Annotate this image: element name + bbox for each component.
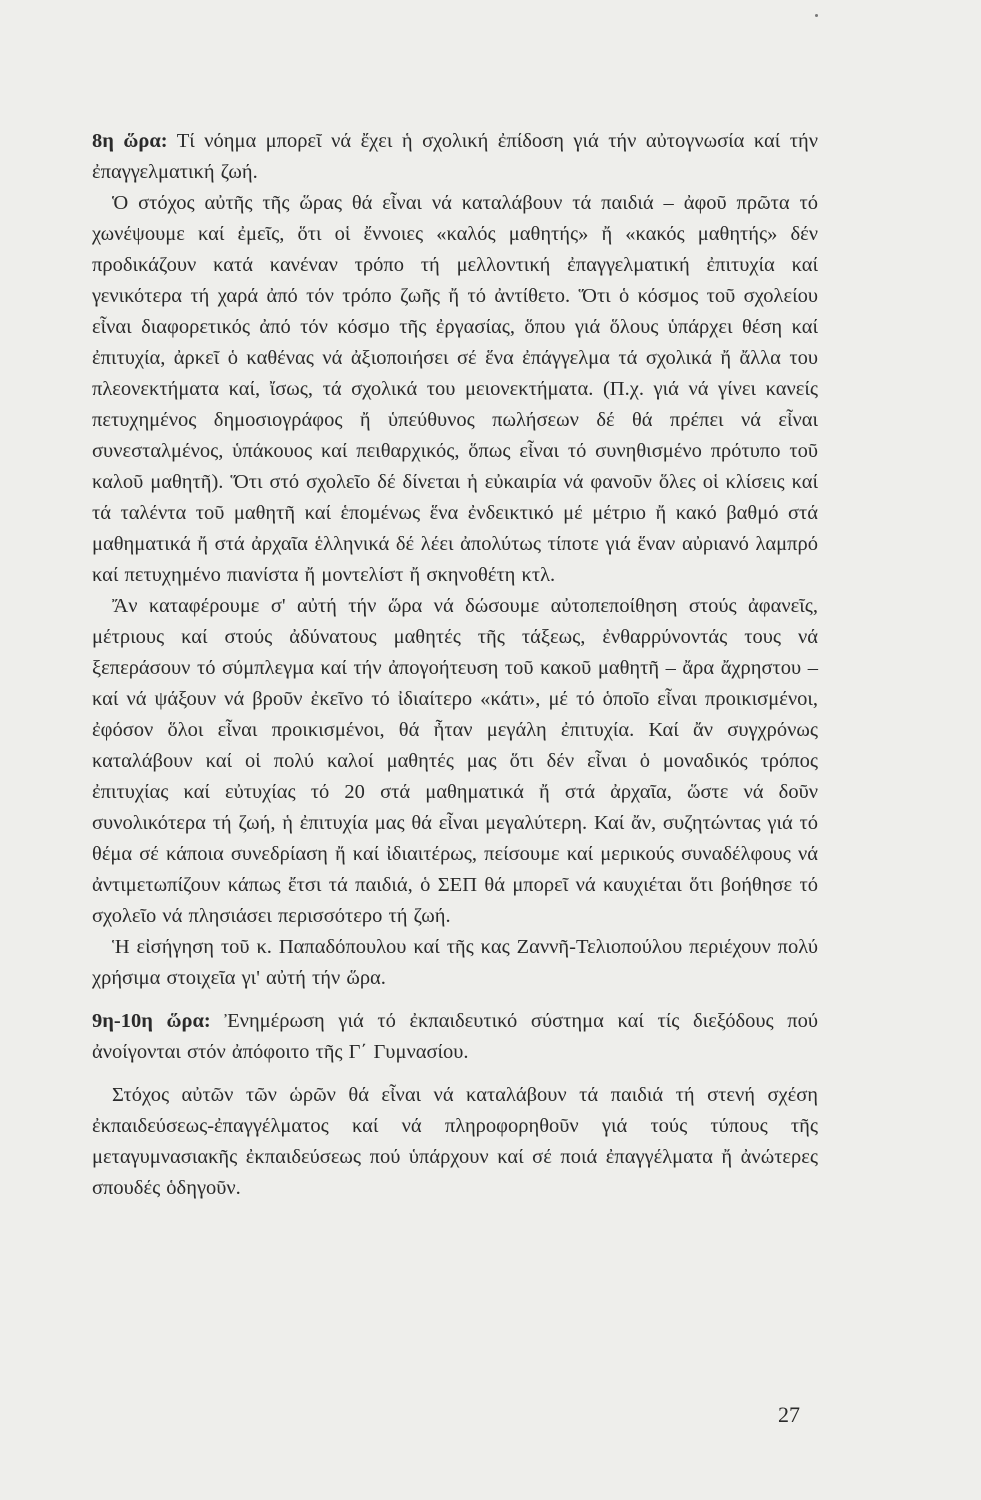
section-8-title-text: Τί νόημα μπορεῖ νά ἔχει ἡ σχολική ἐπίδοση γιά τήν αὐτογνωσία καί τήν ἐπαγγελματική ζωή.	[92, 130, 818, 183]
section-8-title	[92, 126, 818, 188]
section-9-heading: 9η-10η ὥρα:	[92, 1010, 211, 1032]
section-9-title	[92, 1006, 818, 1068]
paragraph: Ὁ στόχος αὐτῆς τῆς ὥρας θά εἶναι νά καταλάβουν τά παιδιά – ἀφοῦ πρῶτα τό χωνέψουμε καί ἐμεῖς, ὅτι οἱ ἔννοιες «καλός μαθητής» ἤ «κακός μαθητής» δέν προδικάζουν κατά κανέναν τρόπο τή μελλοντική ἐπαγγελματική ἐπιτυχία καί γενικότερα τή χαρά ἀπό τόν τρόπο ζωῆς ἤ τό ἀντίθετο. Ὅτι ὁ κόσμος τοῦ σχολείου εἶναι διαφορετικός ἀπό τόν κόσμο τῆς ἐργασίας, ὅπου γιά ὅλους ὑπάρχει θέση καί ἐπιτυχία, ἀρκεῖ ὁ καθένας νά ἀξιοποιήσει σέ ἕνα ἐπάγγελμα τά σχολικά ἤ ἄλλα του πλεονεκτήματα καί, ἴσως, τά σχολικά του μειονεκτήματα. (Π.χ. γιά νά γίνει κανείς πετυχημένος δημοσιογράφος ἤ ὑπεύθυνος πωλήσεων δέ θά πρέπει νά εἶναι συνεσταλμένος, ὑπάκουος καί πειθαρχικός, ὅπως εἶναι τό συνηθισμένο πρότυπο τοῦ καλοῦ μαθητῆ). Ὅτι στό σχολεῖο δέ δίνεται ἡ εὐκαιρία νά φανοῦν ὅλες οἱ κλίσεις καί τά ταλέντα τοῦ μαθητῆ καί ἑπομένως ἕνα ἐνδεικτικό μέ μέτριο ἤ κακό βαθμό στά μαθηματικά ἤ στά ἀρχαῖα ἑλληνικά δέ λέει ἀπολύτως τίποτε γιά ἕναν αὐριανό λαμπρό καί πετυχημένο πιανίστα ἤ μοντελίστ ἤ σκηνοθέτη κτλ.	[92, 192, 818, 586]
section-8-heading: 8η ὥρα:	[92, 130, 168, 152]
paragraph: Ἄν καταφέρουμε σ' αὐτή τήν ὥρα νά δώσουμε αὐτοπεποίθηση στούς ἀφανεῖς, μέτριους καί στούς ἀδύνατους μαθητές τῆς τάξεως, ἐνθαρρύνοντάς τους νά ξεπεράσουν τό σύμπλεγμα καί τήν ἀπογοήτευση τοῦ κακοῦ μαθητῆ – ἄρα ἄχρηστου – καί νά ψάξουν νά βροῦν ἐκεῖνο τό ἰδιαίτερο «κάτι», μέ τό ὁποῖο εἶναι προικισμένοι, ἐφόσον ὅλοι εἶναι προικισμένοι, θά ἦταν μεγάλη ἐπιτυχία. Καί ἄν συγχρόνως καταλάβουν καί οἱ πολύ καλοί μαθητές μας ὅτι δέν εἶναι ὁ μοναδικός τρόπος ἐπιτυχίας καί εὐτυχίας τό 20 στά μαθηματικά ἤ στά ἀρχαῖα, ὥστε νά δοῦν συνολικότερα τή ζωή, ἡ ἐπιτυχία μας θά εἶναι μεγαλύτερη. Καί ἄν, συζητώντας γιά τό θέμα σέ κάποια συνεδρίαση ἤ καί ἰδιαιτέρως, πείσουμε καί μερικούς συναδέλφους νά ἀντιμετωπίζουν κάπως ἔτσι τά παιδιά, ὁ ΣΕΠ θά μπορεῖ νά καυχιέται ὅτι βοήθησε τό σχολεῖο νά πλησιάσει περισσότερο τή ζωή.	[92, 595, 818, 927]
body-text	[92, 126, 818, 1204]
page-number: 27	[778, 1402, 800, 1427]
paragraph: Ἡ εἰσήγηση τοῦ κ. Παπαδόπουλου καί τῆς κας Ζαννῆ-Τελιοπούλου περιέχουν πολύ χρήσιμα στοιχεῖα γι' αὐτή τήν ὥρα.	[92, 936, 818, 989]
paragraph: Στόχος αὐτῶν τῶν ὡρῶν θά εἶναι νά καταλάβουν τά παιδιά τή στενή σχέση ἐκπαιδεύσεως-ἐπαγγέλματος καί νά πληροφορηθοῦν γιά τούς τύπους τῆς μεταγυμνασιακῆς ἐκπαιδεύσεως πού ὑπάρχουν καί σέ ποιά ἐπαγγέλματα ἤ ἀνώτερες σπουδές ὁδηγοῦν.	[92, 1084, 818, 1199]
section-9-title-text: Ἐνημέρωση γιά τό ἐκπαιδευτικό σύστημα καί τίς διεξόδους πού ἀνοίγονται στόν ἀπόφοιτο τῆς Γ΄ Γυμνασίου.	[92, 1010, 818, 1063]
speck-mark	[815, 14, 818, 17]
